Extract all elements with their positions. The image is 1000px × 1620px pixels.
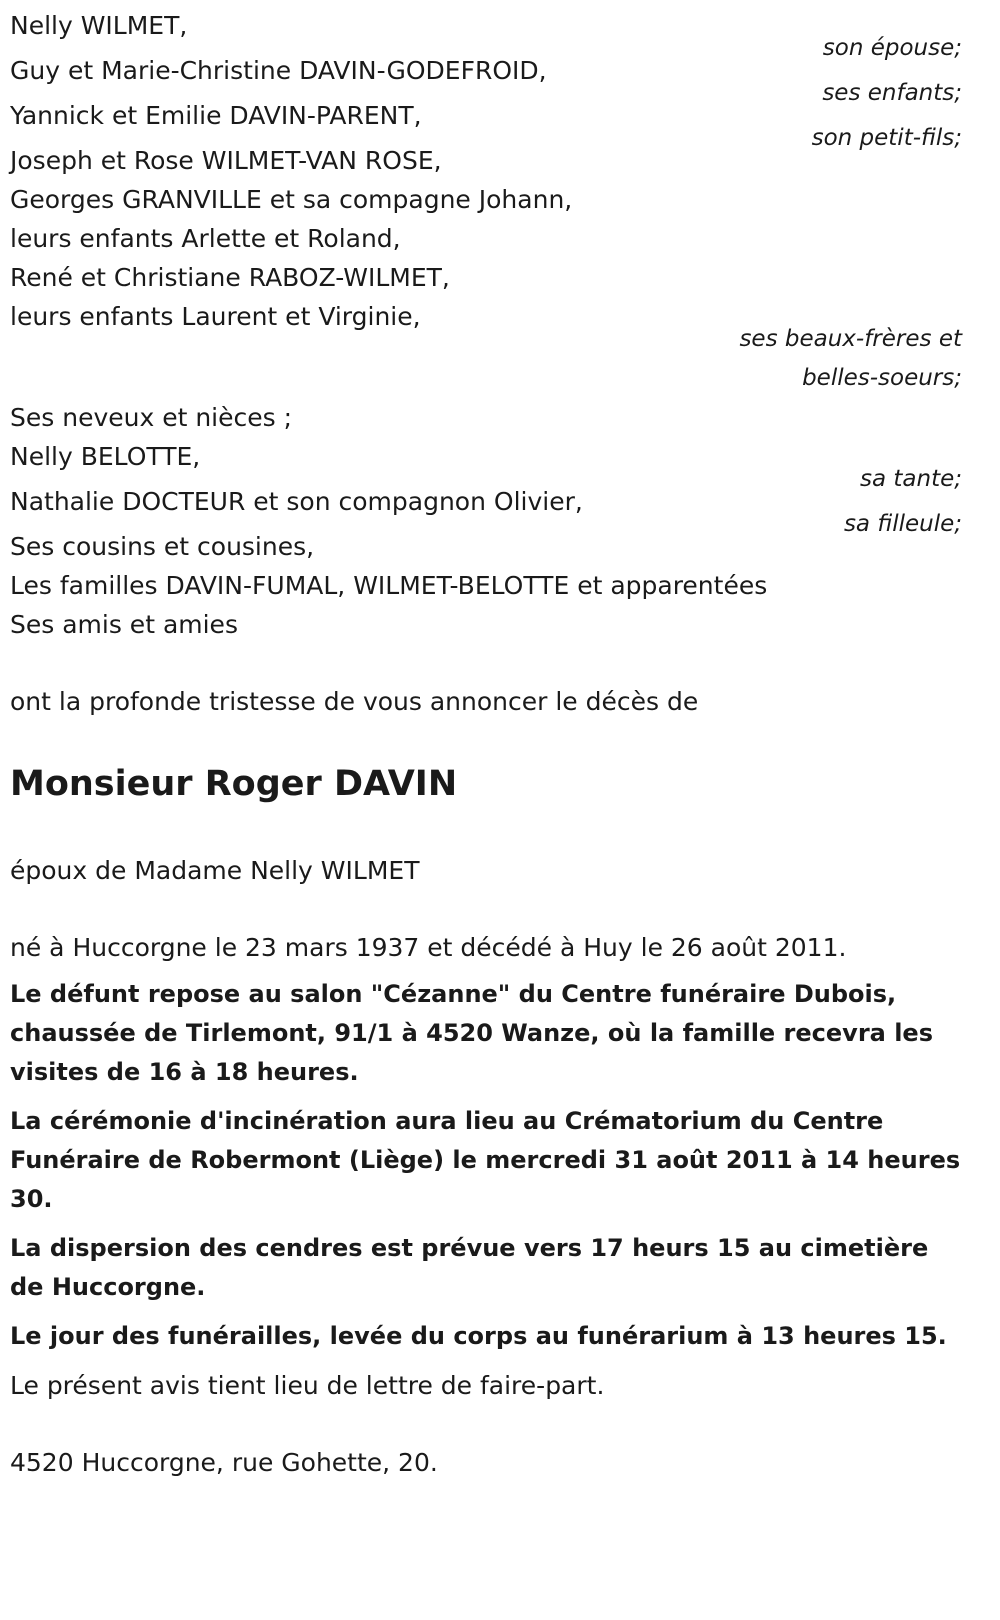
family-name-line: Yannick et Emilie DAVIN-PARENT, <box>10 101 422 130</box>
family-name-line: Les familles DAVIN-FUMAL, WILMET-BELOTTE et apparentées <box>10 571 768 600</box>
detail-paragraph-ceremony: La cérémonie d'incinération aura lieu au Crématorium du Centre Funéraire de Robermont (Liège) le mercredi 31 août 2011 à 14 heures 30. <box>10 1107 961 1213</box>
family-name-line: leurs enfants Laurent et Virginie, <box>10 302 421 331</box>
family-role: son épouse; <box>822 35 962 61</box>
notice-line: Le présent avis tient lieu de lettre de faire-part. <box>10 1371 605 1400</box>
family-name-line: Ses amis et amies <box>10 610 238 639</box>
family-name-line: Nathalie DOCTEUR et son compagnon Olivier, <box>10 487 583 516</box>
family-role: sa filleule; <box>843 511 962 537</box>
family-role: belles-soeurs; <box>802 365 962 391</box>
family-name-line: Ses cousins et cousines, <box>10 532 315 561</box>
family-role: ses beaux-frères et <box>739 326 962 352</box>
family-name-line: René et Christiane RABOZ-WILMET, <box>10 263 450 292</box>
family-name-line: Ses neveux et nièces ; <box>10 403 293 432</box>
obituary-page <box>0 6 1000 1620</box>
family-role: sa tante; <box>860 466 962 492</box>
family-group-in-laws <box>10 141 962 398</box>
family-name-line: Nelly WILMET, <box>10 11 188 40</box>
spouse-line: époux de Madame Nelly WILMET <box>10 856 420 885</box>
family-name-line: Joseph et Rose WILMET-VAN ROSE, <box>10 146 442 175</box>
family-name-line: Guy et Marie-Christine DAVIN-GODEFROID, <box>10 56 547 85</box>
family-group-others <box>10 527 962 644</box>
family-name-line: Nelly BELOTTE, <box>10 442 201 471</box>
detail-paragraph-funeral-day: Le jour des funérailles, levée du corps au funérarium à 13 heures 15. <box>10 1322 947 1350</box>
family-role: son petit-fils; <box>811 125 962 151</box>
address-line: 4520 Huccorgne, rue Gohette, 20. <box>10 1448 438 1477</box>
detail-paragraph-viewing: Le défunt repose au salon "Cézanne" du Centre funéraire Dubois, chaussée de Tirlemont, 91/1 à 4520 Wanze, où la famille recevra les visites de 16 à 18 heures. <box>10 980 933 1086</box>
detail-paragraph-ashes: La dispersion des cendres est prévue vers 17 heurs 15 au cimetière de Huccorgne. <box>10 1234 929 1301</box>
family-role: ses enfants; <box>822 80 962 106</box>
family-name-line: leurs enfants Arlette et Roland, <box>10 224 401 253</box>
deceased-name: Monsieur Roger DAVIN <box>10 764 458 804</box>
family-name-line: Georges GRANVILLE et sa compagne Johann, <box>10 185 573 214</box>
birth-death-line: né à Huccorgne le 23 mars 1937 et décédé à Huy le 26 août 2011. <box>10 933 847 962</box>
announcement-text: ont la profonde tristesse de vous annoncer le décès de <box>10 687 699 716</box>
